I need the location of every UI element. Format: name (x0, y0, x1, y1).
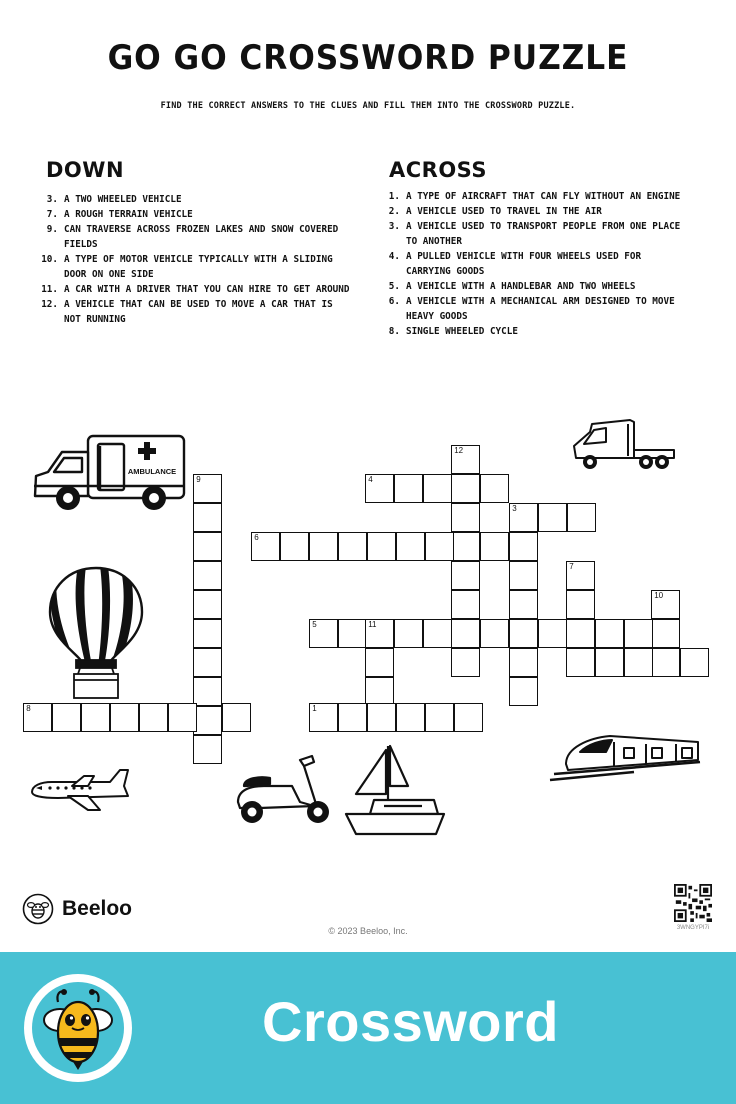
grid-cell[interactable] (193, 590, 222, 619)
clue-number: 4. (388, 251, 400, 262)
across-clue (382, 249, 682, 279)
grid-cell[interactable] (451, 474, 480, 503)
copyright: © 2023 Beeloo, Inc. (328, 926, 408, 936)
grid-cell[interactable] (338, 703, 367, 732)
clue-text: A CAR WITH A DRIVER THAT YOU CAN HIRE TO GET AROUND (64, 284, 350, 295)
clue-number: 12. (41, 299, 58, 310)
grid-cell[interactable] (367, 532, 396, 561)
clue-text: A ROUGH TERRAIN VEHICLE (64, 209, 193, 220)
grid-cell[interactable] (367, 703, 396, 732)
bee-mascot-icon (22, 972, 134, 1084)
clue-text: A VEHICLE WITH A HANDLEBAR AND TWO WHEELS (406, 281, 636, 292)
grid-cell[interactable] (193, 648, 222, 677)
grid-cell[interactable] (451, 619, 480, 648)
grid-cell[interactable] (451, 648, 480, 677)
clue-number: 10. (41, 254, 58, 265)
grid-cell[interactable] (425, 703, 454, 732)
down-clue (40, 252, 350, 282)
across-clue (382, 324, 682, 339)
grid-cell[interactable] (538, 503, 567, 532)
clue-text: A VEHICLE WITH A MECHANICAL ARM DESIGNED TO MOVE HEAVY GOODS (406, 296, 675, 322)
grid-cell[interactable] (624, 619, 653, 648)
down-heading: DOWN (46, 158, 125, 182)
grid-cell[interactable] (251, 532, 280, 561)
grid-cell[interactable] (451, 561, 480, 590)
beeloo-logo-icon (22, 893, 54, 925)
grid-cell[interactable] (423, 474, 452, 503)
brand-name: Beeloo (62, 897, 133, 920)
grid-cell[interactable] (193, 677, 222, 706)
grid-cell[interactable] (222, 703, 251, 732)
cell-number: 10 (654, 591, 664, 601)
grid-cell[interactable] (365, 474, 394, 503)
grid-cell[interactable] (680, 648, 709, 677)
cell-number: 3 (512, 504, 517, 514)
grid-cell[interactable] (193, 474, 222, 503)
brand (22, 893, 132, 925)
grid-cell[interactable] (365, 648, 394, 677)
grid-cell[interactable] (52, 703, 81, 732)
grid-cell[interactable] (538, 619, 567, 648)
cell-number: 5 (312, 620, 317, 630)
grid-cell[interactable] (454, 703, 483, 732)
down-clue (40, 192, 350, 207)
grid-cell[interactable] (451, 532, 480, 561)
grid-cell[interactable] (480, 532, 509, 561)
grid-cell[interactable] (451, 445, 480, 474)
grid-cell[interactable] (139, 703, 168, 732)
cell-number: 6 (254, 533, 259, 543)
grid-cell[interactable] (451, 503, 480, 532)
grid-cell[interactable] (509, 532, 538, 561)
grid-cell[interactable] (193, 619, 222, 648)
ambulance-label: AMBULANCE (127, 467, 177, 476)
down-clue (40, 297, 350, 327)
cell-number: 4 (368, 475, 373, 485)
cell-number: 1 (312, 704, 317, 714)
clue-number: 11. (41, 284, 58, 295)
across-clue (382, 204, 682, 219)
grid-cell[interactable] (567, 503, 596, 532)
grid-cell[interactable] (651, 648, 680, 677)
down-clue-list (40, 192, 350, 327)
across-heading: ACROSS (389, 158, 487, 182)
clue-number: 6. (388, 296, 400, 307)
clue-number: 3. (46, 194, 58, 205)
scooter-icon (230, 752, 334, 826)
grid-cell[interactable] (81, 703, 110, 732)
grid-cell[interactable] (509, 590, 538, 619)
grid-cell[interactable] (651, 619, 680, 648)
grid-cell[interactable] (566, 561, 595, 590)
sailboat-icon (344, 742, 448, 840)
grid-cell[interactable] (193, 561, 222, 590)
hot-air-balloon-icon (48, 566, 144, 700)
grid-cell[interactable] (394, 619, 423, 648)
grid-cell[interactable] (595, 648, 624, 677)
grid-cell[interactable] (451, 590, 480, 619)
grid-cell[interactable] (365, 619, 394, 648)
clue-text: A PULLED VEHICLE WITH FOUR WHEELS USED FOR CARRYING GOODS (406, 251, 642, 277)
grid-cell[interactable] (193, 706, 222, 735)
grid-cell[interactable] (595, 619, 624, 648)
ambulance-icon (30, 432, 190, 516)
grid-cell[interactable] (309, 703, 338, 732)
grid-cell[interactable] (509, 648, 538, 677)
clue-text: CAN TRAVERSE ACROSS FROZEN LAKES AND SNOW COVERED FIELDS (64, 224, 339, 250)
cell-number: 7 (569, 562, 574, 572)
grid-cell[interactable] (480, 619, 509, 648)
grid-cell[interactable] (396, 532, 425, 561)
grid-cell[interactable] (624, 648, 653, 677)
grid-cell[interactable] (193, 503, 222, 532)
across-clue (382, 294, 682, 324)
grid-cell[interactable] (280, 532, 309, 561)
grid-cell[interactable] (365, 677, 394, 706)
grid-cell[interactable] (193, 532, 222, 561)
down-clue (40, 282, 350, 297)
clue-number: 9. (46, 224, 58, 235)
grid-cell[interactable] (509, 561, 538, 590)
page-subtitle: FIND THE CORRECT ANSWERS TO THE CLUES AND FILL THEM INTO THE CROSSWORD PUZZLE. (160, 101, 576, 111)
grid-cell[interactable] (566, 590, 595, 619)
airplane-icon (28, 766, 132, 812)
clue-text: A VEHICLE USED TO TRANSPORT PEOPLE FROM ONE PLACE TO ANOTHER (406, 221, 681, 247)
clue-number: 2. (388, 206, 400, 217)
grid-cell[interactable] (309, 619, 338, 648)
clue-number: 7. (46, 209, 58, 220)
truck-icon (570, 418, 680, 476)
grid-cell[interactable] (509, 677, 538, 706)
clue-text: A VEHICLE USED TO TRAVEL IN THE AIR (406, 206, 602, 217)
grid-cell[interactable] (168, 703, 197, 732)
clue-number: 5. (388, 281, 400, 292)
cell-number: 12 (454, 446, 464, 456)
page-title: GO GO CROSSWORD PUZZLE (107, 38, 629, 78)
qr-code-icon (674, 884, 712, 922)
clue-text: SINGLE WHEELED CYCLE (406, 326, 518, 337)
qr-code-label: 3WNGYPI7i (676, 925, 710, 931)
grid-cell[interactable] (338, 532, 367, 561)
clue-number: 1. (388, 191, 400, 202)
clue-number: 8. (388, 326, 400, 337)
across-clue (382, 189, 682, 204)
cell-number: 11 (368, 620, 377, 630)
grid-cell[interactable] (509, 619, 538, 648)
grid-cell[interactable] (566, 619, 595, 648)
cell-number: 9 (196, 475, 201, 485)
cell-number: 8 (26, 704, 31, 714)
grid-cell[interactable] (566, 648, 595, 677)
grid-cell[interactable] (23, 703, 52, 732)
grid-cell[interactable] (193, 735, 222, 764)
across-clue (382, 279, 682, 294)
grid-cell[interactable] (110, 703, 139, 732)
banner-title: Crossword (262, 990, 559, 1053)
clue-text: A VEHICLE THAT CAN BE USED TO MOVE A CAR THAT IS NOT RUNNING (64, 299, 333, 325)
grid-cell[interactable] (651, 590, 680, 619)
clue-text: A TWO WHEELED VEHICLE (64, 194, 182, 205)
grid-cell[interactable] (425, 532, 454, 561)
grid-cell[interactable] (509, 503, 538, 532)
grid-cell[interactable] (423, 619, 452, 648)
across-clue (382, 219, 682, 249)
train-icon (548, 730, 704, 784)
grid-cell[interactable] (338, 619, 367, 648)
grid-cell[interactable] (480, 474, 509, 503)
clue-text: A TYPE OF MOTOR VEHICLE TYPICALLY WITH A SLIDING DOOR ON ONE SIDE (64, 254, 333, 280)
down-clue (40, 222, 350, 252)
clue-number: 3. (388, 221, 400, 232)
grid-cell[interactable] (394, 474, 423, 503)
clue-text: A TYPE OF AIRCRAFT THAT CAN FLY WITHOUT AN ENGINE (406, 191, 681, 202)
grid-cell[interactable] (396, 703, 425, 732)
across-clue-list (382, 189, 682, 339)
down-clue (40, 207, 350, 222)
grid-cell[interactable] (309, 532, 338, 561)
